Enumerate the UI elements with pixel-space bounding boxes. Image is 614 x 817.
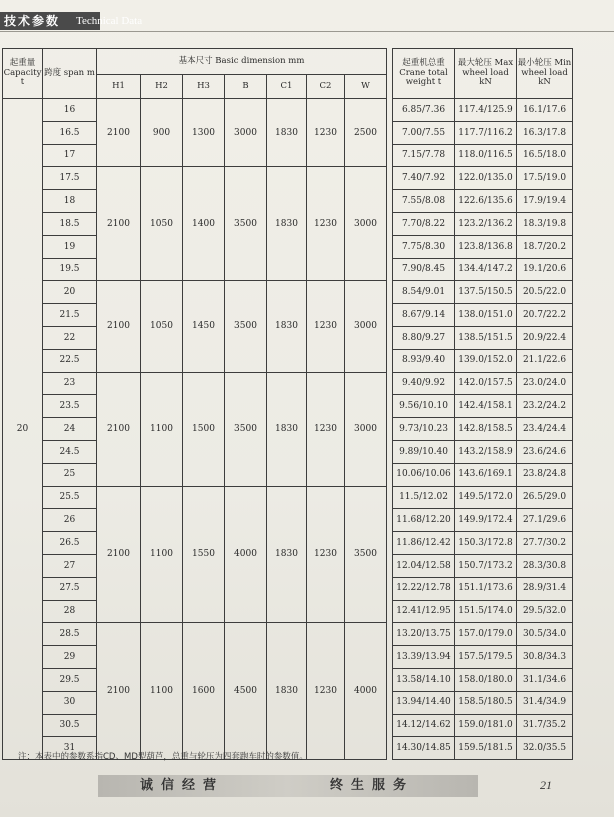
dimension-cell: 1830 — [267, 281, 307, 372]
dimension-cell: 1100 — [141, 486, 183, 623]
table-row — [3, 167, 573, 190]
min-wheel-load-cell: 23.6/24.6 — [517, 440, 573, 463]
min-wheel-load-cell: 16.5/18.0 — [517, 144, 573, 167]
min-wheel-load-cell: 18.3/19.8 — [517, 212, 573, 235]
span-cell: 29.5 — [43, 668, 97, 691]
dimension-cell: 3500 — [225, 281, 267, 372]
min-wheel-load-cell: 23.0/24.0 — [517, 372, 573, 395]
min-wheel-load-cell: 28.9/31.4 — [517, 577, 573, 600]
header-title-cn: 技术参数 — [4, 14, 61, 28]
dimension-cell: 1230 — [307, 623, 345, 760]
table-row — [3, 99, 573, 122]
dimension-cell: 2100 — [97, 99, 141, 167]
dimension-cell: 2500 — [345, 99, 387, 167]
span-cell: 24.5 — [43, 440, 97, 463]
min-wheel-load-cell: 29.5/32.0 — [517, 600, 573, 623]
header-title-en: Technical Data — [76, 15, 143, 27]
dimension-cell: 1230 — [307, 167, 345, 281]
table-footnote: 注：本表中的参数系指CD、MD型葫芦，总重与轮压为四套跑车时的参数值。 — [18, 752, 308, 762]
max-wheel-load-cell: 117.4/125.9 — [455, 99, 517, 122]
max-wheel-load-cell: 158.0/180.0 — [455, 668, 517, 691]
dimension-cell: 1500 — [183, 372, 225, 486]
weight-header: 起重机总重 Crane total weight t — [393, 49, 455, 99]
min-wheel-load-cell: 16.1/17.6 — [517, 99, 573, 122]
max-wheel-load-cell: 139.0/152.0 — [455, 349, 517, 372]
weight-cell: 11.5/12.02 — [393, 486, 455, 509]
min-wheel-load-cell: 17.9/19.4 — [517, 190, 573, 213]
dimension-cell: 1400 — [183, 167, 225, 281]
max-wheel-load-cell: 138.5/151.5 — [455, 326, 517, 349]
dimension-cell: 1550 — [183, 486, 225, 623]
span-cell: 31 — [43, 737, 97, 760]
dim-col-header: B — [225, 75, 267, 99]
dimension-cell: 1050 — [141, 281, 183, 372]
dimension-cell: 1600 — [183, 623, 225, 760]
weight-cell: 9.56/10.10 — [393, 395, 455, 418]
capacity-header: 起重量 Capacity t — [3, 49, 43, 99]
min-wheel-load-cell: 31.4/34.9 — [517, 691, 573, 714]
span-cell: 22.5 — [43, 349, 97, 372]
min-wheel-load-cell: 16.3/17.8 — [517, 121, 573, 144]
dimension-cell: 4000 — [225, 486, 267, 623]
weight-cell: 12.22/12.78 — [393, 577, 455, 600]
dim-col-header: C1 — [267, 75, 307, 99]
page-number: 21 — [540, 778, 552, 792]
dimension-cell: 1300 — [183, 99, 225, 167]
max-wheel-load-cell: 157.5/179.5 — [455, 646, 517, 669]
dimension-cell: 3500 — [225, 372, 267, 486]
table-row — [3, 486, 573, 509]
max-wheel-load-cell: 123.8/136.8 — [455, 235, 517, 258]
max-wheel-load-cell: 137.5/150.5 — [455, 281, 517, 304]
min-wheel-load-cell: 32.0/35.5 — [517, 737, 573, 760]
weight-cell: 8.80/9.27 — [393, 326, 455, 349]
dimension-cell: 3000 — [345, 372, 387, 486]
weight-cell: 14.12/14.62 — [393, 714, 455, 737]
weight-cell: 7.75/8.30 — [393, 235, 455, 258]
span-cell: 23.5 — [43, 395, 97, 418]
dimension-cell: 1050 — [141, 167, 183, 281]
max-wheel-load-cell: 138.0/151.0 — [455, 304, 517, 327]
min-wheel-load-cell: 30.8/34.3 — [517, 646, 573, 669]
span-cell: 17.5 — [43, 167, 97, 190]
dimension-cell: 3000 — [345, 281, 387, 372]
dimension-cell: 1230 — [307, 486, 345, 623]
max-wheel-load-cell: 122.0/135.0 — [455, 167, 517, 190]
span-cell: 18 — [43, 190, 97, 213]
weight-cell: 7.55/8.08 — [393, 190, 455, 213]
dimension-cell: 1830 — [267, 167, 307, 281]
span-cell: 26.5 — [43, 532, 97, 555]
weight-cell: 7.15/7.78 — [393, 144, 455, 167]
technical-data-table — [2, 48, 573, 760]
weight-cell: 9.89/10.40 — [393, 440, 455, 463]
weight-cell: 9.73/10.23 — [393, 418, 455, 441]
weight-cell: 7.40/7.92 — [393, 167, 455, 190]
dimension-cell: 1100 — [141, 623, 183, 760]
min-wheel-load-cell: 26.5/29.0 — [517, 486, 573, 509]
weight-cell: 10.06/10.06 — [393, 463, 455, 486]
dimension-cell: 1230 — [307, 99, 345, 167]
min-wheel-load-cell: 20.9/22.4 — [517, 326, 573, 349]
min-wheel-load-cell: 30.5/34.0 — [517, 623, 573, 646]
span-cell: 19.5 — [43, 258, 97, 281]
span-cell: 29 — [43, 646, 97, 669]
capacity-cell: 20 — [3, 99, 43, 760]
span-cell: 22 — [43, 326, 97, 349]
span-cell: 30.5 — [43, 714, 97, 737]
dimension-cell: 1830 — [267, 372, 307, 486]
min-wheel-load-cell: 28.3/30.8 — [517, 554, 573, 577]
dimension-cell: 2100 — [97, 372, 141, 486]
dimension-cell: 1230 — [307, 372, 345, 486]
span-cell: 25.5 — [43, 486, 97, 509]
max-wheel-load-cell: 159.5/181.5 — [455, 737, 517, 760]
footer-slogan-right: 终生服务 — [330, 778, 415, 793]
dim-col-header: W — [345, 75, 387, 99]
max-wheel-load-cell: 117.7/116.2 — [455, 121, 517, 144]
weight-cell: 13.58/14.10 — [393, 668, 455, 691]
weight-cell: 7.70/8.22 — [393, 212, 455, 235]
dimension-cell: 1830 — [267, 99, 307, 167]
min-wheel-load-cell: 18.7/20.2 — [517, 235, 573, 258]
span-cell: 16.5 — [43, 121, 97, 144]
dim-col-header: H3 — [183, 75, 225, 99]
table-row — [3, 281, 573, 304]
dimension-cell: 4500 — [225, 623, 267, 760]
dimension-cell: 1830 — [267, 486, 307, 623]
dim-col-header: C2 — [307, 75, 345, 99]
dim-col-header: H2 — [141, 75, 183, 99]
span-cell: 26 — [43, 509, 97, 532]
min-wheel-load-header: 最小轮压 Min wheel load kN — [517, 49, 573, 99]
dimension-cell: 2100 — [97, 623, 141, 760]
span-cell: 17 — [43, 144, 97, 167]
span-cell: 27.5 — [43, 577, 97, 600]
min-wheel-load-cell: 27.7/30.2 — [517, 532, 573, 555]
weight-cell: 11.68/12.20 — [393, 509, 455, 532]
max-wheel-load-cell: 157.0/179.0 — [455, 623, 517, 646]
basic-dimension-header: 基本尺寸 Basic dimension mm — [97, 49, 387, 75]
min-wheel-load-cell: 31.7/35.2 — [517, 714, 573, 737]
max-wheel-load-cell: 142.8/158.5 — [455, 418, 517, 441]
max-wheel-load-cell: 158.5/180.5 — [455, 691, 517, 714]
dimension-cell: 1230 — [307, 281, 345, 372]
weight-cell: 13.39/13.94 — [393, 646, 455, 669]
weight-cell: 9.40/9.92 — [393, 372, 455, 395]
max-wheel-load-cell: 151.5/174.0 — [455, 600, 517, 623]
min-wheel-load-cell: 19.1/20.6 — [517, 258, 573, 281]
footer-slogan-left: 诚信经营 — [140, 778, 225, 793]
span-cell: 16 — [43, 99, 97, 122]
span-cell: 27 — [43, 554, 97, 577]
min-wheel-load-cell: 23.4/24.4 — [517, 418, 573, 441]
max-wheel-load-cell: 159.0/181.0 — [455, 714, 517, 737]
span-cell: 25 — [43, 463, 97, 486]
dimension-cell: 2100 — [97, 281, 141, 372]
table-row — [3, 372, 573, 395]
weight-cell: 13.94/14.40 — [393, 691, 455, 714]
weight-cell: 12.04/12.58 — [393, 554, 455, 577]
min-wheel-load-cell: 21.1/22.6 — [517, 349, 573, 372]
max-wheel-load-cell: 123.2/136.2 — [455, 212, 517, 235]
span-cell: 30 — [43, 691, 97, 714]
span-cell: 23 — [43, 372, 97, 395]
weight-cell: 14.30/14.85 — [393, 737, 455, 760]
span-cell: 28 — [43, 600, 97, 623]
dimension-cell: 3500 — [345, 486, 387, 623]
min-wheel-load-cell: 23.8/24.8 — [517, 463, 573, 486]
weight-cell: 8.67/9.14 — [393, 304, 455, 327]
span-header: 跨度 span m — [43, 49, 97, 99]
max-wheel-load-cell: 143.2/158.9 — [455, 440, 517, 463]
max-wheel-load-cell: 150.7/173.2 — [455, 554, 517, 577]
weight-cell: 8.93/9.40 — [393, 349, 455, 372]
span-cell: 19 — [43, 235, 97, 258]
max-wheel-load-cell: 150.3/172.8 — [455, 532, 517, 555]
max-wheel-load-cell: 142.4/158.1 — [455, 395, 517, 418]
min-wheel-load-cell: 20.5/22.0 — [517, 281, 573, 304]
weight-cell: 7.00/7.55 — [393, 121, 455, 144]
header-rule — [0, 31, 614, 32]
weight-cell: 12.41/12.95 — [393, 600, 455, 623]
min-wheel-load-cell: 23.2/24.2 — [517, 395, 573, 418]
max-wheel-load-cell: 122.6/135.6 — [455, 190, 517, 213]
dimension-cell: 1450 — [183, 281, 225, 372]
max-wheel-load-cell: 151.1/173.6 — [455, 577, 517, 600]
weight-cell: 11.86/12.42 — [393, 532, 455, 555]
dimension-cell: 3000 — [225, 99, 267, 167]
max-wheel-load-cell: 118.0/116.5 — [455, 144, 517, 167]
dimension-cell: 3000 — [345, 167, 387, 281]
span-cell: 28.5 — [43, 623, 97, 646]
weight-cell: 7.90/8.45 — [393, 258, 455, 281]
max-wheel-load-cell: 142.0/157.5 — [455, 372, 517, 395]
span-cell: 24 — [43, 418, 97, 441]
max-wheel-load-header: 最大轮压 Max wheel load kN — [455, 49, 517, 99]
min-wheel-load-cell: 31.1/34.6 — [517, 668, 573, 691]
dimension-cell: 900 — [141, 99, 183, 167]
max-wheel-load-cell: 149.5/172.0 — [455, 486, 517, 509]
dimension-cell: 1830 — [267, 623, 307, 760]
max-wheel-load-cell: 134.4/147.2 — [455, 258, 517, 281]
dimension-cell: 2100 — [97, 486, 141, 623]
table-row — [3, 623, 573, 646]
weight-cell: 13.20/13.75 — [393, 623, 455, 646]
dim-col-header: H1 — [97, 75, 141, 99]
min-wheel-load-cell: 27.1/29.6 — [517, 509, 573, 532]
dimension-cell: 3500 — [225, 167, 267, 281]
weight-cell: 8.54/9.01 — [393, 281, 455, 304]
dimension-cell: 1100 — [141, 372, 183, 486]
span-cell: 20 — [43, 281, 97, 304]
span-cell: 21.5 — [43, 304, 97, 327]
max-wheel-load-cell: 149.9/172.4 — [455, 509, 517, 532]
dimension-cell: 4000 — [345, 623, 387, 760]
min-wheel-load-cell: 17.5/19.0 — [517, 167, 573, 190]
span-cell: 18.5 — [43, 212, 97, 235]
min-wheel-load-cell: 20.7/22.2 — [517, 304, 573, 327]
dimension-cell: 2100 — [97, 167, 141, 281]
max-wheel-load-cell: 143.6/169.1 — [455, 463, 517, 486]
weight-cell: 6.85/7.36 — [393, 99, 455, 122]
